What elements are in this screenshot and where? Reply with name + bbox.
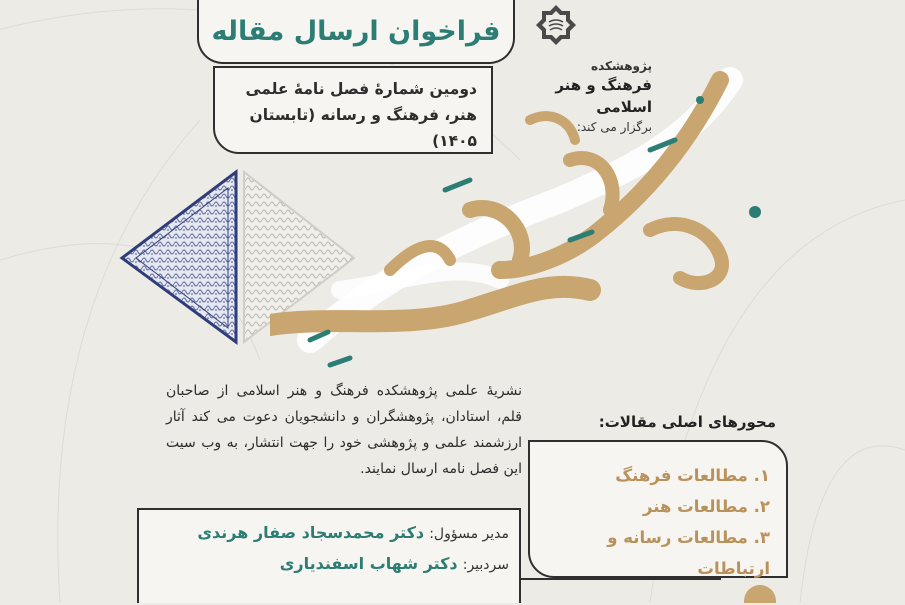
topic-item: ۱. مطالعات فرهنگ [615,466,770,485]
institute-line-1: پژوهشکده [591,59,652,73]
director-row [149,518,509,549]
institute-block [520,58,652,136]
subtitle-line-2: هنر، فرهنگ و رسانه (تابستان ۱۴۰۵) [249,106,477,150]
description-text: نشریۀ علمی پژوهشکده فرهنگ و هنر اسلامی از صاحبان قلم، استادان، پژوهشگران و دانشجویان دعوت می کند آثار ارزشمند علمی و پژوهشی خود را جهت انتشار، به وب سیت این فصل نامه ارسال نمایند. [166,383,522,477]
institute-name: فرهنگ و هنر اسلامی [555,76,652,116]
director-role: مدیر مسؤول: [429,526,509,542]
topics-title: محورهای اصلی مقالات: [598,413,776,431]
title-box [197,0,515,64]
frame-line [521,578,721,605]
topic-item: ۲. مطالعات هنر [642,497,770,516]
chief-row [149,549,509,580]
editors-box [137,508,521,603]
topic-item: ۳. مطالعات رسانه و ارتباطات [607,528,770,578]
topics-box [528,440,788,578]
page-title: فراخوان ارسال مقاله [211,15,501,47]
subtitle-line-1: دومین شمارۀ فصل نامۀ علمی [245,80,477,98]
institute-line-3: برگزار می کند: [576,120,652,134]
chief-role: سردبیر: [462,557,509,573]
institute-logo-icon [535,4,577,46]
subtitle-box [213,66,493,154]
director-name: دکتر محمدسجاد صفار هرندی [197,523,425,542]
chief-name: دکتر شهاب اسفندیاری [279,554,458,573]
